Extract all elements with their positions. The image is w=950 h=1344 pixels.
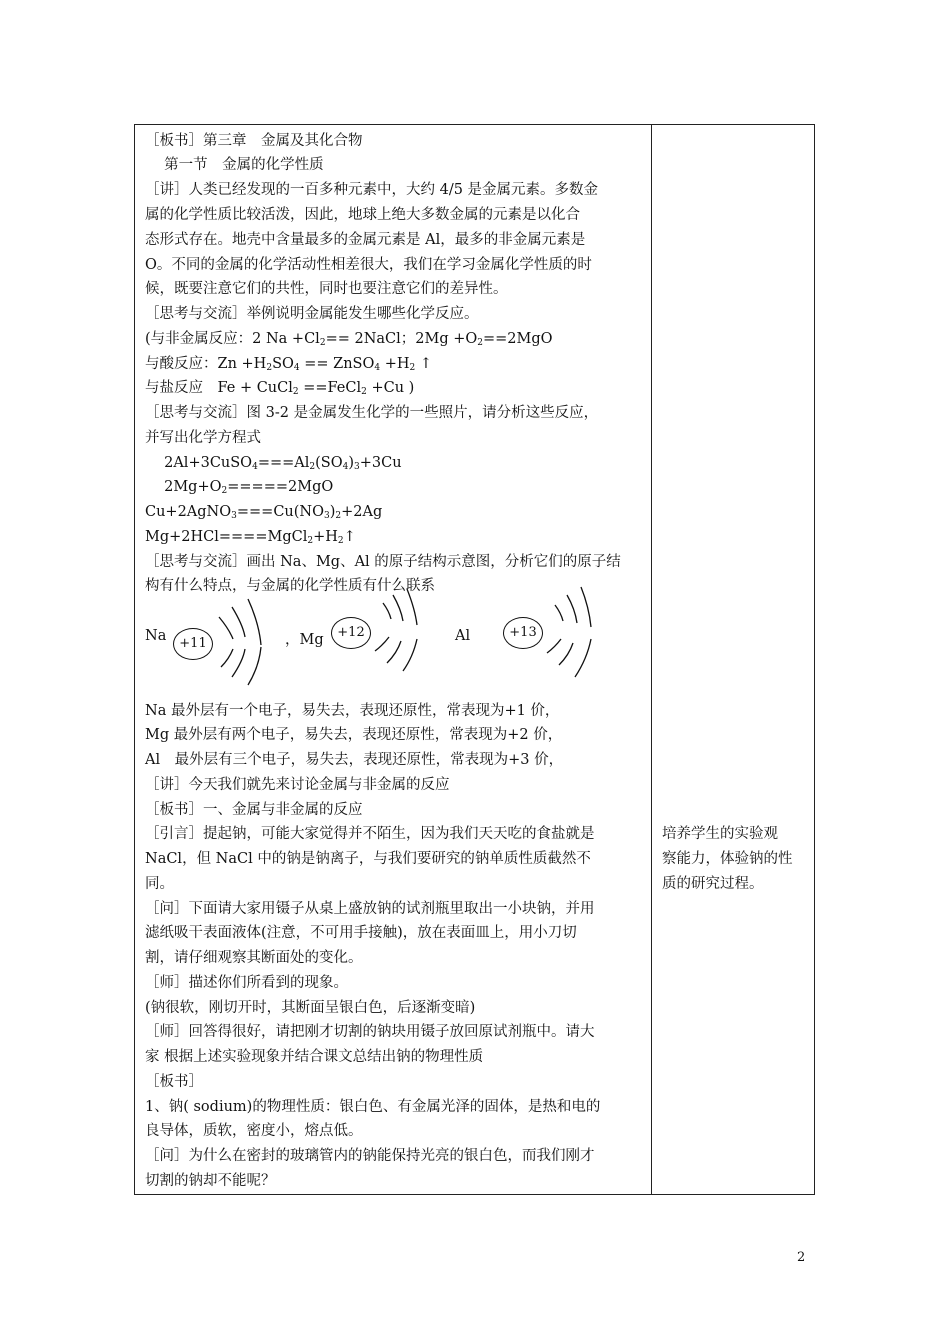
text-line: 良导体，质软，密度小，熔点低。 <box>145 1123 363 1139</box>
text-line: ［问］为什么在密封的玻璃管内的钠能保持光亮的银白色，而我们刚才 <box>145 1148 595 1164</box>
text-line: ［讲］今天我们就先来讨论金属与非金属的反应 <box>145 777 450 793</box>
text-line: ［思考与交流］图 3-2 是金属发生化学的一些照片，请分析这些反应， <box>145 405 599 421</box>
text-line: 切割的钠却不能呢？ <box>145 1173 276 1189</box>
side-note-line: 培养学生的实验观 <box>662 826 778 842</box>
text-line: 属的化学性质比较活泼，因此，地球上绝大多数金属的元素是以化合 <box>145 207 580 223</box>
text-line: ［板书］一、金属与非金属的反应 <box>145 802 363 818</box>
text-line: 构有什么特点，与金属的化学性质有什么联系 <box>145 578 435 594</box>
text-line: Al 最外层有三个电子，易失去，表现还原性，常表现为+3 价， <box>145 752 564 768</box>
text-line: ［板书］ <box>145 1074 203 1090</box>
text-line: 态形式存在。地壳中含量最多的金属元素是 Al，最多的非金属元素是 <box>145 232 586 248</box>
text-line: Na 最外层有一个电子，易失去，表现还原性，常表现为+1 价， <box>145 703 560 719</box>
text-line: 与盐反应 Fe + CuCl$_2$ ==FeCl$_2$ +Cu ) <box>145 380 415 397</box>
text-line: ［板书］第三章 金属及其化合物 <box>145 133 363 149</box>
text-line: (与非金属反应：2 $Na +Cl_2==$ 2NaCl；$2Mg +O_2==2MgO$ <box>145 331 553 348</box>
side-note-line: 质的研究过程。 <box>662 875 764 892</box>
text-line: $2Al+3CuSO_4===Al_2(SO_4)_3+3Cu$ <box>145 455 402 472</box>
text-line: ［讲］人类已经发现的一百多种元素中，大约 4/5 是金属元素。多数金 <box>145 182 599 198</box>
text-line: ［师］回答得很好，请把刚才切割的钠块用镊子放回原试剂瓶中。请大 <box>145 1024 595 1040</box>
mg-nucleus: +12 <box>331 617 371 649</box>
text-line: ［师］描述你们所看到的现象。 <box>145 975 348 991</box>
column-divider <box>651 125 652 1194</box>
na-nucleus: +11 <box>173 628 213 660</box>
text-line: $Mg+2HCl====MgCl_2+H_2↑$ <box>145 529 356 546</box>
text-line: 1、钠( sodium)的物理性质：银白色、有金属光泽的固体，是热和电的 <box>145 1099 601 1115</box>
text-line: $Cu+2AgNO_3===Cu(NO_3)_2+2Ag$ <box>145 504 383 521</box>
na-label: Na <box>145 628 167 644</box>
electron-shell-arcs <box>135 125 651 725</box>
text-line: ［思考与交流］举例说明金属能发生哪些化学反应。 <box>145 306 479 322</box>
text-line: 滤纸吸干表面液体(注意，不可用手接触)，放在表面皿上，用小刀切 <box>145 925 577 941</box>
text-line: ［思考与交流］画出 Na、Mg、Al 的原子结构示意图，分析它们的原子结 <box>145 554 621 570</box>
text-line: 家 根据上述实验现象并结合课文总结出钠的物理性质 <box>145 1049 484 1065</box>
text-line: 候，既要注意它们的共性，同时也要注意它们的差异性。 <box>145 281 508 297</box>
text-line: O。不同的金属的化学活动性相差很大，我们在学习金属化学性质的时 <box>145 257 592 273</box>
text-line: 与酸反应：$Zn +H_2SO_4$ == ZnSO$_4$ $+H_2$ ↑ <box>145 356 433 373</box>
text-line: 第一节 金属的化学性质 <box>145 157 324 173</box>
text-line: $2Mg+O_2=====2MgO$ <box>145 479 334 496</box>
lesson-table <box>134 124 815 1195</box>
text-line: 同。 <box>145 876 174 892</box>
text-line: ［引言］提起钠，可能大家觉得并不陌生，因为我们天天吃的食盐就是 <box>145 826 595 842</box>
mg-label: ，Mg <box>285 632 324 648</box>
page-number: 2 <box>797 1250 806 1265</box>
al-label: Al <box>455 628 471 644</box>
text-line: 割，请仔细观察其断面处的变化。 <box>145 950 363 966</box>
text-line: ［问］下面请大家用镊子从桌上盛放钠的试剂瓶里取出一小块钠，并用 <box>145 901 595 917</box>
text-line: (钠很软，刚切开时，其断面呈银白色，后逐渐变暗) <box>145 1000 476 1016</box>
text-line: 并写出化学方程式 <box>145 430 261 446</box>
side-note-line: 察能力，体验钠的性 <box>662 850 793 867</box>
text-line: Mg 最外层有两个电子，易失去，表现还原性，常表现为+2 价， <box>145 727 563 743</box>
teaching-goal-note <box>662 822 812 896</box>
al-nucleus: +13 <box>503 617 543 649</box>
text-line: NaCl，但 NaCl 中的钠是钠离子，与我们要研究的钠单质性质截然不 <box>145 851 591 867</box>
